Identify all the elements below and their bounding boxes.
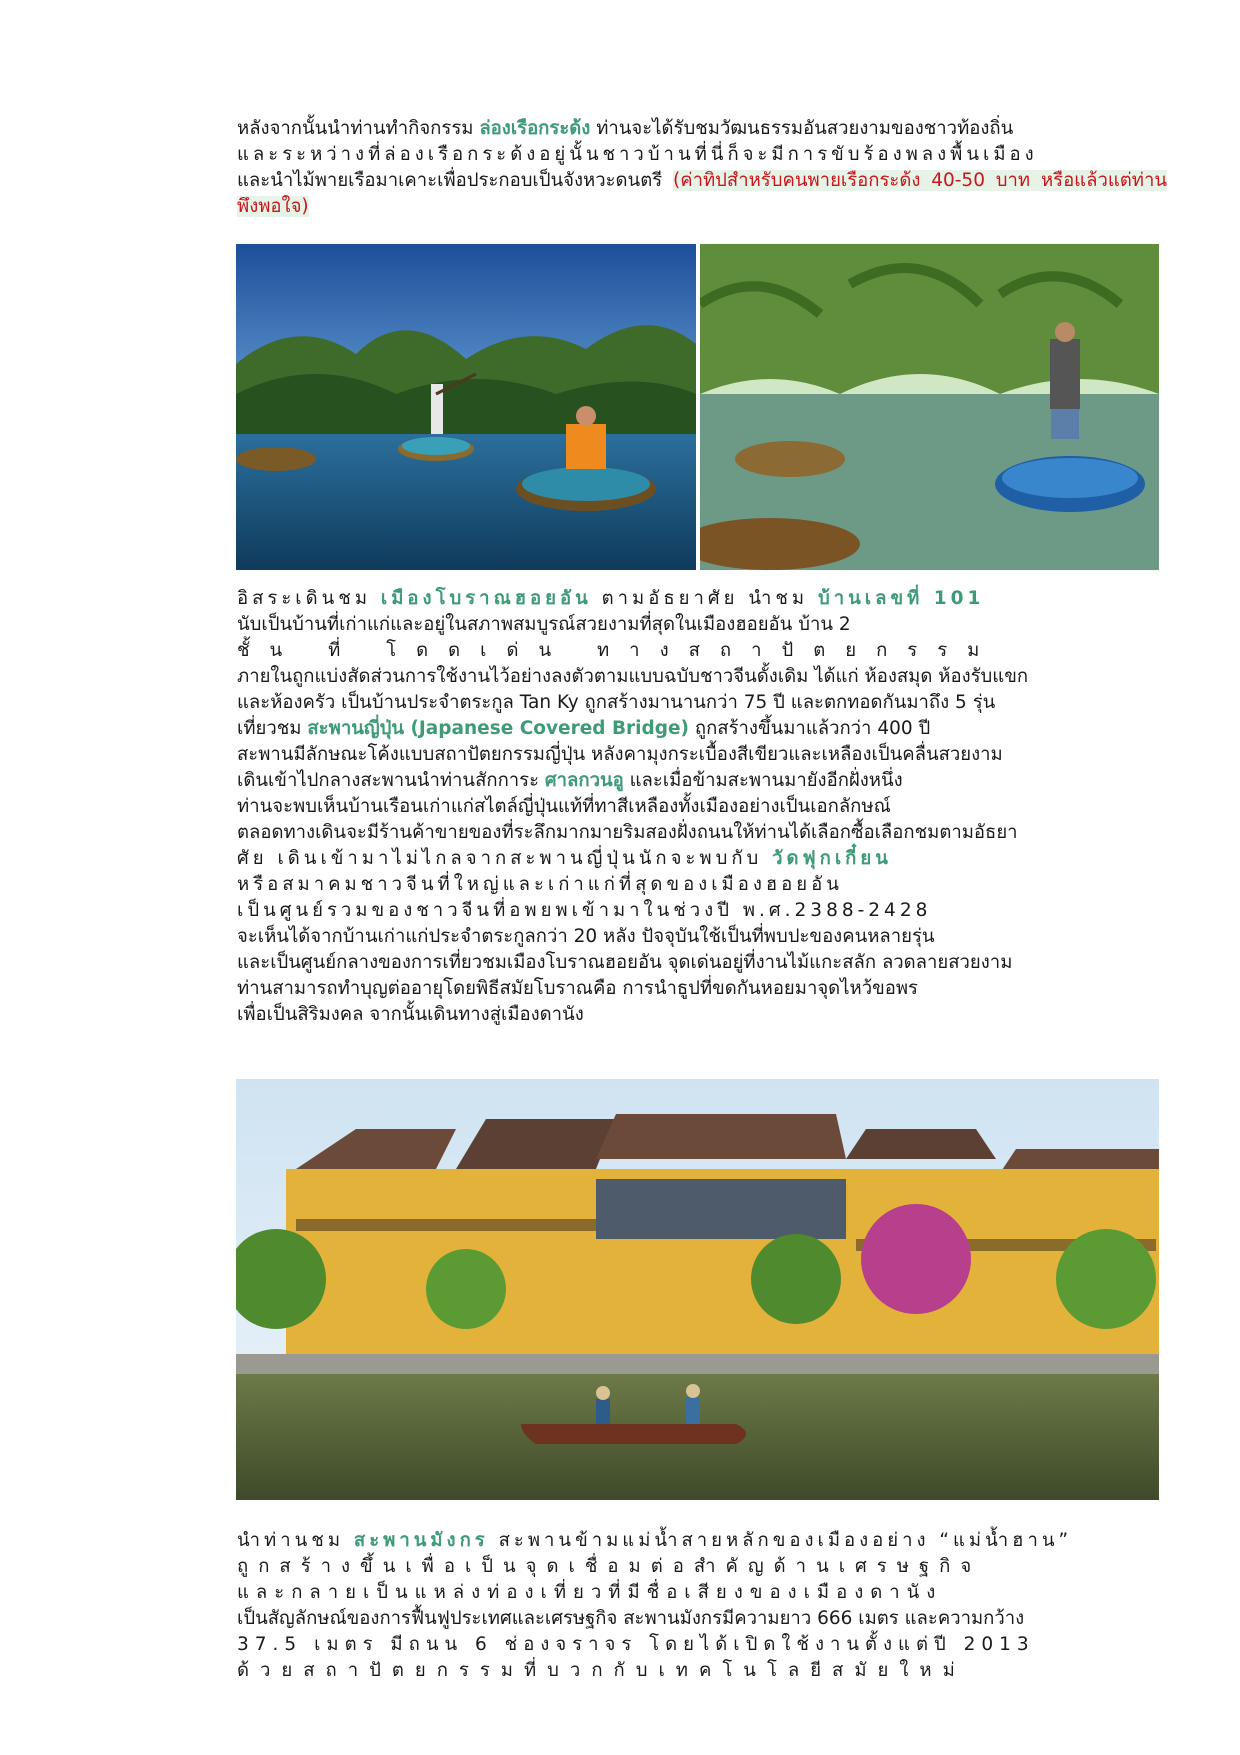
text-line: หรือสมาคมชาวจีนที่ใหญ่และเก่าแก่ที่สุดของเมืองฮอยอัน [237,874,843,895]
text-run: เที่ยวชม [237,718,308,739]
text-line: นับเป็นบ้านที่เก่าแก่และอยู่ในสภาพสมบูรณ์สวยงามที่สุดในเมืองฮอยอัน บ้าน 2 [237,614,851,635]
text-line: และกลายเป็นแหล่งท่องเที่ยวที่มีชื่อเสียงของเมืองดานัง [237,1582,943,1603]
text-line: ท่านจะพบเห็นบ้านเรือนเก่าแก่สไตล์ญี่ปุ่นแท้ที่ทาสีเหลืองทั้งเมืองอย่างเป็นเอกลักษณ์ [237,796,891,817]
highlight-guan-yu-shrine: ศาลกวนอู [544,770,624,791]
text-line [237,586,1167,612]
text-line: 37.5 เมตร มีถนน 6 ช่องจราจร โดยได้เปิดใช้งานตั้งแต่ปี 2013 [237,1634,1035,1655]
text-run: ตามอัธยาศัย นำชม [591,588,818,609]
text-run: อิสระเดินชม [237,588,381,609]
highlight-japanese-bridge: สะพานญี่ปุ่น (Japanese Covered Bridge) [307,718,690,739]
highlight-dragon-bridge: สะพานมังกร [353,1530,489,1551]
text-run: ศัย เดินเข้ามาไม่ไกลจากสะพานญี่ปุ่นนักจะพบกับ [237,848,773,869]
text-line: ถูกสร้างขึ้นเพื่อเป็นจุดเชื่อมต่อสำคัญด้านเศรษฐกิจ [237,1556,982,1577]
text-line: ภายในถูกแบ่งสัดส่วนการใช้งานไว้อย่างลงตัวตามแบบฉบับชาวจีนดั้งเดิม ได้แก่ ห้องสมุด ห้องรับแขก [237,666,1029,687]
text-line [237,168,1167,220]
highlight-basket-boat: ล่องเรือกระด้ง [479,118,591,139]
highlight-house-101: บ้านเลขที่ 101 [818,588,985,609]
highlight-hoi-an-ancient-town: เมืองโบราณฮอยอัน [380,588,592,609]
text-run: และนำไม้พายเรือมาเคาะเพื่อประกอบเป็นจังหวะดนตรี [237,170,673,191]
text-line [237,716,1167,742]
text-run: เดินเข้าไปกลางสะพานนำท่านสักการะ [237,770,545,791]
text-line: เพื่อเป็นสิริมงคล จากนั้นเดินทางสู่เมืองดานัง [237,1004,584,1025]
text-line: และเป็นศูนย์กลางของการเที่ยวชมเมืองโบราณฮอยอัน จุดเด่นอยู่ที่งานไม้แกะสลัก ลวดลายสวยงาม [237,952,1013,973]
text-line: เป็นสัญลักษณ์ของการฟื้นฟูประเทศและเศรษฐกิจ สะพานมังกรมีความยาว 666 เมตร และความกว้าง [237,1608,1025,1629]
paragraph-hoi-an [237,586,1167,1028]
text-line: เป็นศูนย์รวมของชาวจีนที่อพยพเข้ามาในช่วงปี พ.ศ.2388-2428 [237,900,932,921]
text-run: และเมื่อข้ามสะพานมายังอีกฝั่งหนึ่ง [623,770,903,791]
text-line: ชั้น ที่ โดดเด่น ทางสถาปัตยกรรม [237,640,1000,661]
paragraph-basket-boat [237,116,1167,220]
text-run: นำท่านชม [237,1530,354,1551]
photo-basket-boats-right [700,244,1159,570]
text-line: สะพานมีลักษณะโค้งแบบสถาปัตยกรรมญี่ปุ่น หลังคามุงกระเบื้องสีเขียวและเหลืองเป็นคลื่นสวยงาม [237,744,1003,765]
text-run: หลังจากนั้นนำท่านทำกิจกรรม [237,118,480,139]
text-line: ตลอดทางเดินจะมีร้านค้าขายของที่ระลึกมากมายริมสองฝั่งถนนให้ท่านได้เลือกซื้อเลือกชมตามอัธยา [237,822,1018,843]
tip-note: (ค่าทิปสำหรับคนพายเรือกระด้ง 40-50 บาท หรือแล้วแต่ท่านพึงพอใจ) [237,170,1168,217]
text-run: ถูกสร้างขึ้นมาแล้วกว่า 400 ปี [689,718,931,739]
photo-hoi-an-riverfront [236,1079,1159,1500]
text-run: สะพานข้ามแม่น้ำสายหลักของเมืองอย่าง “แม่น้ำฮาน” [488,1530,1073,1551]
paragraph-dragon-bridge [237,1528,1167,1684]
text-line: จะเห็นได้จากบ้านเก่าแก่ประจำตระกูลกว่า 20 หลัง ปัจจุบันใช้เป็นที่พบปะของคนหลายรุ่น [237,926,935,947]
text-run: ท่านจะได้รับชมวัฒนธรรมอันสวยงามของชาวท้องถิ่น [590,118,1014,139]
text-line [237,846,1167,872]
text-line: ด้วยสถาปัตยกรรมที่บวกกับเทคโนโลยีสมัยใหม่ [237,1660,966,1681]
photo-basket-boats-left [236,244,696,570]
text-line: ท่านสามารถทำบุญต่ออายุโดยพิธีสมัยโบราณคือ การนำธูปที่ขดกันหอยมาจุดไหว้ขอพร [237,978,918,999]
text-line [237,116,1167,142]
text-line: และระหว่างที่ล่องเรือกระด้งอยู่นั้นชาวบ้านที่นี่ก็จะมีการขับร้องพลงพื้นเมือง [237,144,1038,165]
text-line: และห้องครัว เป็นบ้านประจำตระกูล Tan Ky ถูกสร้างมานานกว่า 75 ปี และตกทอดกันมาถึง 5 รุ่น [237,692,996,713]
text-line [237,1528,1167,1554]
highlight-phuc-kien-temple: วัดฟุกเกี๋ยน [772,848,892,869]
text-line [237,768,1167,794]
